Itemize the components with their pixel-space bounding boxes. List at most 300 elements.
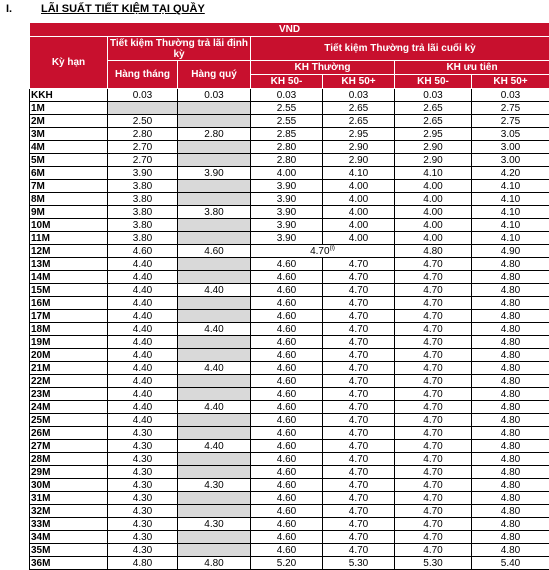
section-title: LÃI SUẤT TIẾT KIỆM TẠI QUẦY bbox=[41, 3, 205, 15]
priority-kh50-minus-cell: 4.70 bbox=[395, 544, 472, 557]
regular-kh50-plus-cell: 4.70 bbox=[323, 466, 395, 479]
priority-kh50-plus-cell: 4.80 bbox=[472, 401, 549, 414]
priority-kh50-minus-cell: 2.90 bbox=[395, 141, 472, 154]
table-row bbox=[30, 271, 549, 284]
table-row bbox=[30, 401, 549, 414]
term-cell: 1M bbox=[30, 102, 108, 115]
quarterly-rate-cell: 4.40 bbox=[178, 284, 251, 297]
regular-kh50-plus-cell: 4.70 bbox=[323, 336, 395, 349]
periodic-interest-header: Tiết kiệm Thường trả lãi định kỳ bbox=[108, 37, 251, 61]
table-row bbox=[30, 505, 549, 518]
regular-kh50-minus-cell: 3.90 bbox=[251, 193, 323, 206]
term-cell: 15M bbox=[30, 284, 108, 297]
priority-kh50-minus-cell: 4.70 bbox=[395, 505, 472, 518]
term-cell: 31M bbox=[30, 492, 108, 505]
regular-kh50-minus-cell: 4.60 bbox=[251, 427, 323, 440]
regular-kh50-minus-cell: 4.60 bbox=[251, 453, 323, 466]
regular-kh50-minus-cell: 4.60 bbox=[251, 544, 323, 557]
term-cell: 16M bbox=[30, 297, 108, 310]
quarterly-rate-cell bbox=[178, 349, 251, 362]
quarterly-rate-cell bbox=[178, 414, 251, 427]
priority-kh50-minus-cell: 4.70 bbox=[395, 414, 472, 427]
term-cell: 26M bbox=[30, 427, 108, 440]
priority-kh50-minus-cell: 2.90 bbox=[395, 154, 472, 167]
monthly-rate-cell: 4.60 bbox=[108, 245, 178, 258]
priority-kh50-plus-cell: 5.40 bbox=[472, 557, 549, 570]
savings-rate-table bbox=[29, 22, 549, 570]
regular-kh50-plus-cell: 2.90 bbox=[323, 154, 395, 167]
priority-kh50-plus-cell: 4.80 bbox=[472, 271, 549, 284]
monthly-rate-cell: 2.80 bbox=[108, 128, 178, 141]
priority-kh50-plus-cell: 0.03 bbox=[472, 89, 549, 102]
monthly-rate-cell: 4.40 bbox=[108, 388, 178, 401]
monthly-rate-cell: 2.70 bbox=[108, 141, 178, 154]
regular-kh50-minus-cell: 4.60 bbox=[251, 388, 323, 401]
regular-kh50-plus-cell: 4.70 bbox=[323, 518, 395, 531]
term-cell: 23M bbox=[30, 388, 108, 401]
priority-kh50-plus-cell: 4.80 bbox=[472, 479, 549, 492]
table-row bbox=[30, 206, 549, 219]
monthly-rate-cell: 4.40 bbox=[108, 271, 178, 284]
regular-kh50-minus-cell: 4.60 bbox=[251, 297, 323, 310]
regular-kh50-minus-cell: 4.60 bbox=[251, 466, 323, 479]
table-row bbox=[30, 453, 549, 466]
term-cell: 19M bbox=[30, 336, 108, 349]
priority-kh50-plus-cell: 4.80 bbox=[472, 388, 549, 401]
monthly-rate-cell: 4.40 bbox=[108, 284, 178, 297]
regular-kh50-minus-cell: 4.60 bbox=[251, 531, 323, 544]
regular-kh50-plus-cell: 4.70 bbox=[323, 388, 395, 401]
priority-kh50-minus-cell: 4.00 bbox=[395, 206, 472, 219]
monthly-rate-cell: 4.40 bbox=[108, 336, 178, 349]
priority-kh50-plus-cell: 4.10 bbox=[472, 206, 549, 219]
quarterly-rate-cell bbox=[178, 544, 251, 557]
regular-kh50-plus-header: KH 50+ bbox=[323, 75, 395, 89]
regular-kh50-minus-cell: 3.90 bbox=[251, 232, 323, 245]
priority-kh50-plus-cell: 4.80 bbox=[472, 544, 549, 557]
table-row bbox=[30, 219, 549, 232]
regular-kh50-plus-cell: 4.00 bbox=[323, 206, 395, 219]
table-body bbox=[30, 89, 549, 570]
regular-kh50-plus-cell: 4.70 bbox=[323, 284, 395, 297]
term-cell: 35M bbox=[30, 544, 108, 557]
regular-kh50-plus-cell: 4.70 bbox=[323, 310, 395, 323]
quarterly-rate-cell: 3.80 bbox=[178, 206, 251, 219]
regular-kh50-plus-cell: 4.70 bbox=[323, 531, 395, 544]
monthly-rate-cell: 3.80 bbox=[108, 193, 178, 206]
regular-kh50-plus-cell: 4.00 bbox=[323, 232, 395, 245]
term-cell: 2M bbox=[30, 115, 108, 128]
quarterly-rate-cell bbox=[178, 219, 251, 232]
regular-kh50-minus-cell: 3.90 bbox=[251, 206, 323, 219]
term-cell: 12M bbox=[30, 245, 108, 258]
quarterly-rate-cell bbox=[178, 258, 251, 271]
quarterly-rate-cell bbox=[178, 102, 251, 115]
priority-kh50-minus-cell: 4.70 bbox=[395, 531, 472, 544]
priority-kh50-minus-cell: 4.70 bbox=[395, 440, 472, 453]
monthly-rate-cell: 4.30 bbox=[108, 453, 178, 466]
priority-kh50-plus-cell: 4.80 bbox=[472, 258, 549, 271]
regular-kh50-plus-cell: 2.90 bbox=[323, 141, 395, 154]
priority-kh50-minus-cell: 4.70 bbox=[395, 388, 472, 401]
table-row bbox=[30, 128, 549, 141]
regular-customer-header: KH Thường bbox=[251, 61, 395, 75]
monthly-rate-cell: 4.30 bbox=[108, 479, 178, 492]
regular-kh50-minus-cell: 2.55 bbox=[251, 102, 323, 115]
footnote-marker: (i) bbox=[330, 245, 335, 251]
regular-kh50-minus-cell: 5.20 bbox=[251, 557, 323, 570]
table-row bbox=[30, 414, 549, 427]
priority-kh50-minus-header: KH 50- bbox=[395, 75, 472, 89]
regular-kh50-plus-cell: 4.70 bbox=[323, 362, 395, 375]
priority-kh50-plus-cell: 4.80 bbox=[472, 466, 549, 479]
monthly-rate-cell: 4.30 bbox=[108, 531, 178, 544]
term-cell: 11M bbox=[30, 232, 108, 245]
regular-kh50-plus-cell: 4.70 bbox=[323, 323, 395, 336]
term-cell: KKH bbox=[30, 89, 108, 102]
priority-kh50-minus-cell: 4.70 bbox=[395, 492, 472, 505]
priority-kh50-minus-cell: 5.30 bbox=[395, 557, 472, 570]
priority-kh50-minus-cell: 4.00 bbox=[395, 193, 472, 206]
priority-kh50-plus-cell: 4.80 bbox=[472, 284, 549, 297]
quarterly-rate-cell bbox=[178, 310, 251, 323]
regular-kh50-plus-cell: 4.00 bbox=[323, 180, 395, 193]
table-row bbox=[30, 245, 549, 258]
priority-kh50-plus-cell: 4.80 bbox=[472, 440, 549, 453]
priority-kh50-plus-cell: 4.80 bbox=[472, 453, 549, 466]
table-row bbox=[30, 297, 549, 310]
regular-kh50-minus-cell: 4.60 bbox=[251, 349, 323, 362]
priority-kh50-minus-cell: 4.00 bbox=[395, 180, 472, 193]
quarterly-rate-cell bbox=[178, 388, 251, 401]
monthly-rate-cell: 4.40 bbox=[108, 323, 178, 336]
quarterly-rate-cell: 4.40 bbox=[178, 401, 251, 414]
table-row bbox=[30, 466, 549, 479]
monthly-rate-cell: 4.30 bbox=[108, 544, 178, 557]
priority-kh50-minus-cell: 4.70 bbox=[395, 427, 472, 440]
regular-kh50-minus-cell: 0.03 bbox=[251, 89, 323, 102]
priority-kh50-plus-cell: 4.80 bbox=[472, 323, 549, 336]
table-row bbox=[30, 336, 549, 349]
quarterly-rate-cell bbox=[178, 271, 251, 284]
term-cell: 14M bbox=[30, 271, 108, 284]
term-cell: 33M bbox=[30, 518, 108, 531]
section-number: I. bbox=[6, 3, 12, 15]
regular-kh50-plus-cell: 4.70 bbox=[323, 479, 395, 492]
monthly-rate-cell: 3.90 bbox=[108, 167, 178, 180]
monthly-rate-cell: 4.40 bbox=[108, 401, 178, 414]
regular-kh50-plus-cell: 2.65 bbox=[323, 102, 395, 115]
regular-kh50-plus-cell: 4.10 bbox=[323, 167, 395, 180]
priority-kh50-minus-cell: 0.03 bbox=[395, 89, 472, 102]
monthly-rate-cell: 4.30 bbox=[108, 518, 178, 531]
priority-kh50-plus-cell: 4.80 bbox=[472, 414, 549, 427]
regular-kh50-minus-cell: 4.60 bbox=[251, 414, 323, 427]
table-row bbox=[30, 115, 549, 128]
quarterly-rate-cell: 4.30 bbox=[178, 479, 251, 492]
quarterly-rate-cell bbox=[178, 375, 251, 388]
regular-kh50-plus-cell: 4.70 bbox=[323, 258, 395, 271]
regular-kh50-plus-cell: 2.65 bbox=[323, 115, 395, 128]
regular-kh50-minus-header: KH 50- bbox=[251, 75, 323, 89]
regular-kh50-minus-cell: 4.60 bbox=[251, 336, 323, 349]
quarterly-rate-cell bbox=[178, 180, 251, 193]
priority-kh50-plus-cell: 4.90 bbox=[472, 245, 549, 258]
priority-kh50-plus-cell: 4.80 bbox=[472, 297, 549, 310]
priority-kh50-plus-cell: 4.20 bbox=[472, 167, 549, 180]
quarterly-rate-cell bbox=[178, 193, 251, 206]
regular-kh50-minus-cell: 4.60 bbox=[251, 284, 323, 297]
table-row bbox=[30, 258, 549, 271]
term-cell: 29M bbox=[30, 466, 108, 479]
priority-kh50-minus-cell: 4.70 bbox=[395, 362, 472, 375]
quarterly-rate-cell bbox=[178, 297, 251, 310]
regular-kh50-minus-cell: 4.60 bbox=[251, 375, 323, 388]
priority-kh50-minus-cell: 4.70 bbox=[395, 401, 472, 414]
regular-kh50-plus-cell: 4.70 bbox=[323, 505, 395, 518]
monthly-rate-cell: 4.30 bbox=[108, 427, 178, 440]
quarterly-rate-cell: 4.40 bbox=[178, 323, 251, 336]
table-row bbox=[30, 193, 549, 206]
end-of-term-interest-header: Tiết kiệm Thường trả lãi cuối kỳ bbox=[251, 37, 549, 61]
monthly-rate-cell: 4.40 bbox=[108, 310, 178, 323]
merged-rate-value: 4.70 bbox=[310, 246, 329, 257]
table-row bbox=[30, 167, 549, 180]
priority-kh50-minus-cell: 4.10 bbox=[395, 167, 472, 180]
term-cell: 13M bbox=[30, 258, 108, 271]
table-row bbox=[30, 323, 549, 336]
table-row bbox=[30, 362, 549, 375]
term-cell: 24M bbox=[30, 401, 108, 414]
term-cell: 6M bbox=[30, 167, 108, 180]
table-row bbox=[30, 89, 549, 102]
table-row bbox=[30, 544, 549, 557]
monthly-rate-cell: 0.03 bbox=[108, 89, 178, 102]
priority-kh50-minus-cell: 4.70 bbox=[395, 258, 472, 271]
regular-kh50-minus-cell: 4.60 bbox=[251, 401, 323, 414]
quarterly-rate-cell: 3.90 bbox=[178, 167, 251, 180]
table-row bbox=[30, 141, 549, 154]
priority-kh50-minus-cell: 4.70 bbox=[395, 518, 472, 531]
quarterly-rate-cell bbox=[178, 505, 251, 518]
priority-kh50-minus-cell: 4.70 bbox=[395, 323, 472, 336]
term-cell: 17M bbox=[30, 310, 108, 323]
regular-kh50-plus-cell: 4.70 bbox=[323, 349, 395, 362]
term-header: Kỳ hạn bbox=[30, 37, 108, 89]
table-row bbox=[30, 284, 549, 297]
priority-kh50-plus-cell: 3.00 bbox=[472, 141, 549, 154]
priority-kh50-plus-cell: 3.00 bbox=[472, 154, 549, 167]
regular-kh50-plus-cell: 4.70 bbox=[323, 440, 395, 453]
regular-kh50-plus-cell: 4.70 bbox=[323, 297, 395, 310]
monthly-rate-cell: 4.40 bbox=[108, 297, 178, 310]
regular-kh50-plus-cell: 4.70 bbox=[323, 414, 395, 427]
regular-kh50-minus-cell: 3.90 bbox=[251, 219, 323, 232]
regular-kh50-minus-cell: 4.00 bbox=[251, 167, 323, 180]
regular-kh50-minus-cell: 2.85 bbox=[251, 128, 323, 141]
priority-kh50-minus-cell: 4.70 bbox=[395, 310, 472, 323]
regular-kh50-plus-cell: 4.70 bbox=[323, 453, 395, 466]
regular-kh50-minus-cell: 4.60 bbox=[251, 258, 323, 271]
term-cell: 32M bbox=[30, 505, 108, 518]
table-row bbox=[30, 492, 549, 505]
quarterly-rate-cell bbox=[178, 141, 251, 154]
quarterly-header: Hàng quý bbox=[178, 61, 251, 89]
quarterly-rate-cell bbox=[178, 336, 251, 349]
regular-kh50-plus-cell: 4.00 bbox=[323, 193, 395, 206]
regular-kh50-plus-cell: 4.00 bbox=[323, 219, 395, 232]
regular-merged-rate-cell bbox=[251, 245, 395, 258]
priority-kh50-plus-header: KH 50+ bbox=[472, 75, 549, 89]
term-cell: 34M bbox=[30, 531, 108, 544]
quarterly-rate-cell: 4.80 bbox=[178, 557, 251, 570]
priority-kh50-minus-cell: 4.70 bbox=[395, 375, 472, 388]
priority-kh50-minus-cell: 4.80 bbox=[395, 245, 472, 258]
regular-kh50-minus-cell: 2.80 bbox=[251, 141, 323, 154]
priority-kh50-minus-cell: 4.00 bbox=[395, 219, 472, 232]
term-cell: 22M bbox=[30, 375, 108, 388]
regular-kh50-minus-cell: 4.60 bbox=[251, 518, 323, 531]
quarterly-rate-cell bbox=[178, 427, 251, 440]
regular-kh50-minus-cell: 4.60 bbox=[251, 362, 323, 375]
priority-kh50-plus-cell: 4.10 bbox=[472, 232, 549, 245]
currency-header: VND bbox=[30, 23, 549, 37]
table-row bbox=[30, 180, 549, 193]
quarterly-rate-cell bbox=[178, 453, 251, 466]
priority-kh50-plus-cell: 4.10 bbox=[472, 219, 549, 232]
term-cell: 30M bbox=[30, 479, 108, 492]
priority-kh50-minus-cell: 2.65 bbox=[395, 115, 472, 128]
table-row bbox=[30, 310, 549, 323]
section-heading bbox=[0, 0, 549, 20]
priority-kh50-plus-cell: 4.80 bbox=[472, 375, 549, 388]
quarterly-rate-cell: 4.40 bbox=[178, 440, 251, 453]
quarterly-rate-cell bbox=[178, 531, 251, 544]
regular-kh50-minus-cell: 4.60 bbox=[251, 323, 323, 336]
regular-kh50-minus-cell: 4.60 bbox=[251, 310, 323, 323]
quarterly-rate-cell: 4.30 bbox=[178, 518, 251, 531]
table-header bbox=[30, 23, 549, 89]
term-cell: 21M bbox=[30, 362, 108, 375]
term-cell: 27M bbox=[30, 440, 108, 453]
priority-kh50-plus-cell: 4.10 bbox=[472, 180, 549, 193]
term-cell: 10M bbox=[30, 219, 108, 232]
monthly-header: Hàng tháng bbox=[108, 61, 178, 89]
term-cell: 9M bbox=[30, 206, 108, 219]
regular-kh50-plus-cell: 4.70 bbox=[323, 492, 395, 505]
table-row bbox=[30, 440, 549, 453]
monthly-rate-cell: 3.80 bbox=[108, 180, 178, 193]
table-row bbox=[30, 479, 549, 492]
monthly-rate-cell: 4.40 bbox=[108, 375, 178, 388]
table-row bbox=[30, 388, 549, 401]
regular-kh50-minus-cell: 4.60 bbox=[251, 440, 323, 453]
priority-kh50-plus-cell: 4.80 bbox=[472, 310, 549, 323]
priority-kh50-minus-cell: 4.70 bbox=[395, 453, 472, 466]
priority-kh50-plus-cell: 2.75 bbox=[472, 102, 549, 115]
table-row bbox=[30, 349, 549, 362]
monthly-rate-cell: 4.80 bbox=[108, 557, 178, 570]
priority-kh50-plus-cell: 4.80 bbox=[472, 427, 549, 440]
quarterly-rate-cell: 0.03 bbox=[178, 89, 251, 102]
quarterly-rate-cell: 4.60 bbox=[178, 245, 251, 258]
monthly-rate-cell: 2.50 bbox=[108, 115, 178, 128]
quarterly-rate-cell: 4.40 bbox=[178, 362, 251, 375]
regular-kh50-minus-cell: 4.60 bbox=[251, 492, 323, 505]
priority-kh50-plus-cell: 4.80 bbox=[472, 518, 549, 531]
term-cell: 20M bbox=[30, 349, 108, 362]
regular-kh50-minus-cell: 3.90 bbox=[251, 180, 323, 193]
table-row bbox=[30, 531, 549, 544]
quarterly-rate-cell bbox=[178, 466, 251, 479]
regular-kh50-minus-cell: 4.60 bbox=[251, 505, 323, 518]
regular-kh50-minus-cell: 2.80 bbox=[251, 154, 323, 167]
priority-kh50-plus-cell: 3.05 bbox=[472, 128, 549, 141]
monthly-rate-cell: 4.40 bbox=[108, 362, 178, 375]
priority-customer-header: KH ưu tiên bbox=[395, 61, 549, 75]
regular-kh50-plus-cell: 4.70 bbox=[323, 271, 395, 284]
regular-kh50-minus-cell: 4.60 bbox=[251, 271, 323, 284]
priority-kh50-minus-cell: 4.70 bbox=[395, 349, 472, 362]
priority-kh50-minus-cell: 4.70 bbox=[395, 336, 472, 349]
term-cell: 3M bbox=[30, 128, 108, 141]
priority-kh50-minus-cell: 4.70 bbox=[395, 284, 472, 297]
table-row bbox=[30, 427, 549, 440]
term-cell: 18M bbox=[30, 323, 108, 336]
priority-kh50-plus-cell: 4.80 bbox=[472, 362, 549, 375]
monthly-rate-cell: 4.30 bbox=[108, 440, 178, 453]
term-cell: 7M bbox=[30, 180, 108, 193]
regular-kh50-plus-cell: 2.95 bbox=[323, 128, 395, 141]
table-row bbox=[30, 518, 549, 531]
quarterly-rate-cell bbox=[178, 492, 251, 505]
regular-kh50-plus-cell: 4.70 bbox=[323, 544, 395, 557]
term-cell: 4M bbox=[30, 141, 108, 154]
table-row bbox=[30, 102, 549, 115]
monthly-rate-cell: 4.40 bbox=[108, 258, 178, 271]
monthly-rate-cell: 4.30 bbox=[108, 492, 178, 505]
priority-kh50-minus-cell: 4.70 bbox=[395, 479, 472, 492]
priority-kh50-minus-cell: 4.70 bbox=[395, 466, 472, 479]
quarterly-rate-cell bbox=[178, 154, 251, 167]
priority-kh50-plus-cell: 4.80 bbox=[472, 349, 549, 362]
table-row bbox=[30, 154, 549, 167]
priority-kh50-plus-cell: 4.80 bbox=[472, 492, 549, 505]
quarterly-rate-cell bbox=[178, 115, 251, 128]
monthly-rate-cell: 2.70 bbox=[108, 154, 178, 167]
regular-kh50-minus-cell: 4.60 bbox=[251, 479, 323, 492]
priority-kh50-minus-cell: 2.65 bbox=[395, 102, 472, 115]
table-row bbox=[30, 232, 549, 245]
quarterly-rate-cell: 2.80 bbox=[178, 128, 251, 141]
regular-kh50-plus-cell: 4.70 bbox=[323, 375, 395, 388]
regular-kh50-plus-cell: 4.70 bbox=[323, 427, 395, 440]
regular-kh50-plus-cell: 5.30 bbox=[323, 557, 395, 570]
monthly-rate-cell bbox=[108, 102, 178, 115]
table-row bbox=[30, 557, 549, 570]
monthly-rate-cell: 4.30 bbox=[108, 505, 178, 518]
monthly-rate-cell: 3.80 bbox=[108, 206, 178, 219]
priority-kh50-plus-cell: 4.80 bbox=[472, 336, 549, 349]
priority-kh50-plus-cell: 2.75 bbox=[472, 115, 549, 128]
monthly-rate-cell: 4.40 bbox=[108, 414, 178, 427]
term-cell: 5M bbox=[30, 154, 108, 167]
table-row bbox=[30, 375, 549, 388]
priority-kh50-plus-cell: 4.10 bbox=[472, 193, 549, 206]
monthly-rate-cell: 3.80 bbox=[108, 219, 178, 232]
term-cell: 28M bbox=[30, 453, 108, 466]
quarterly-rate-cell bbox=[178, 232, 251, 245]
